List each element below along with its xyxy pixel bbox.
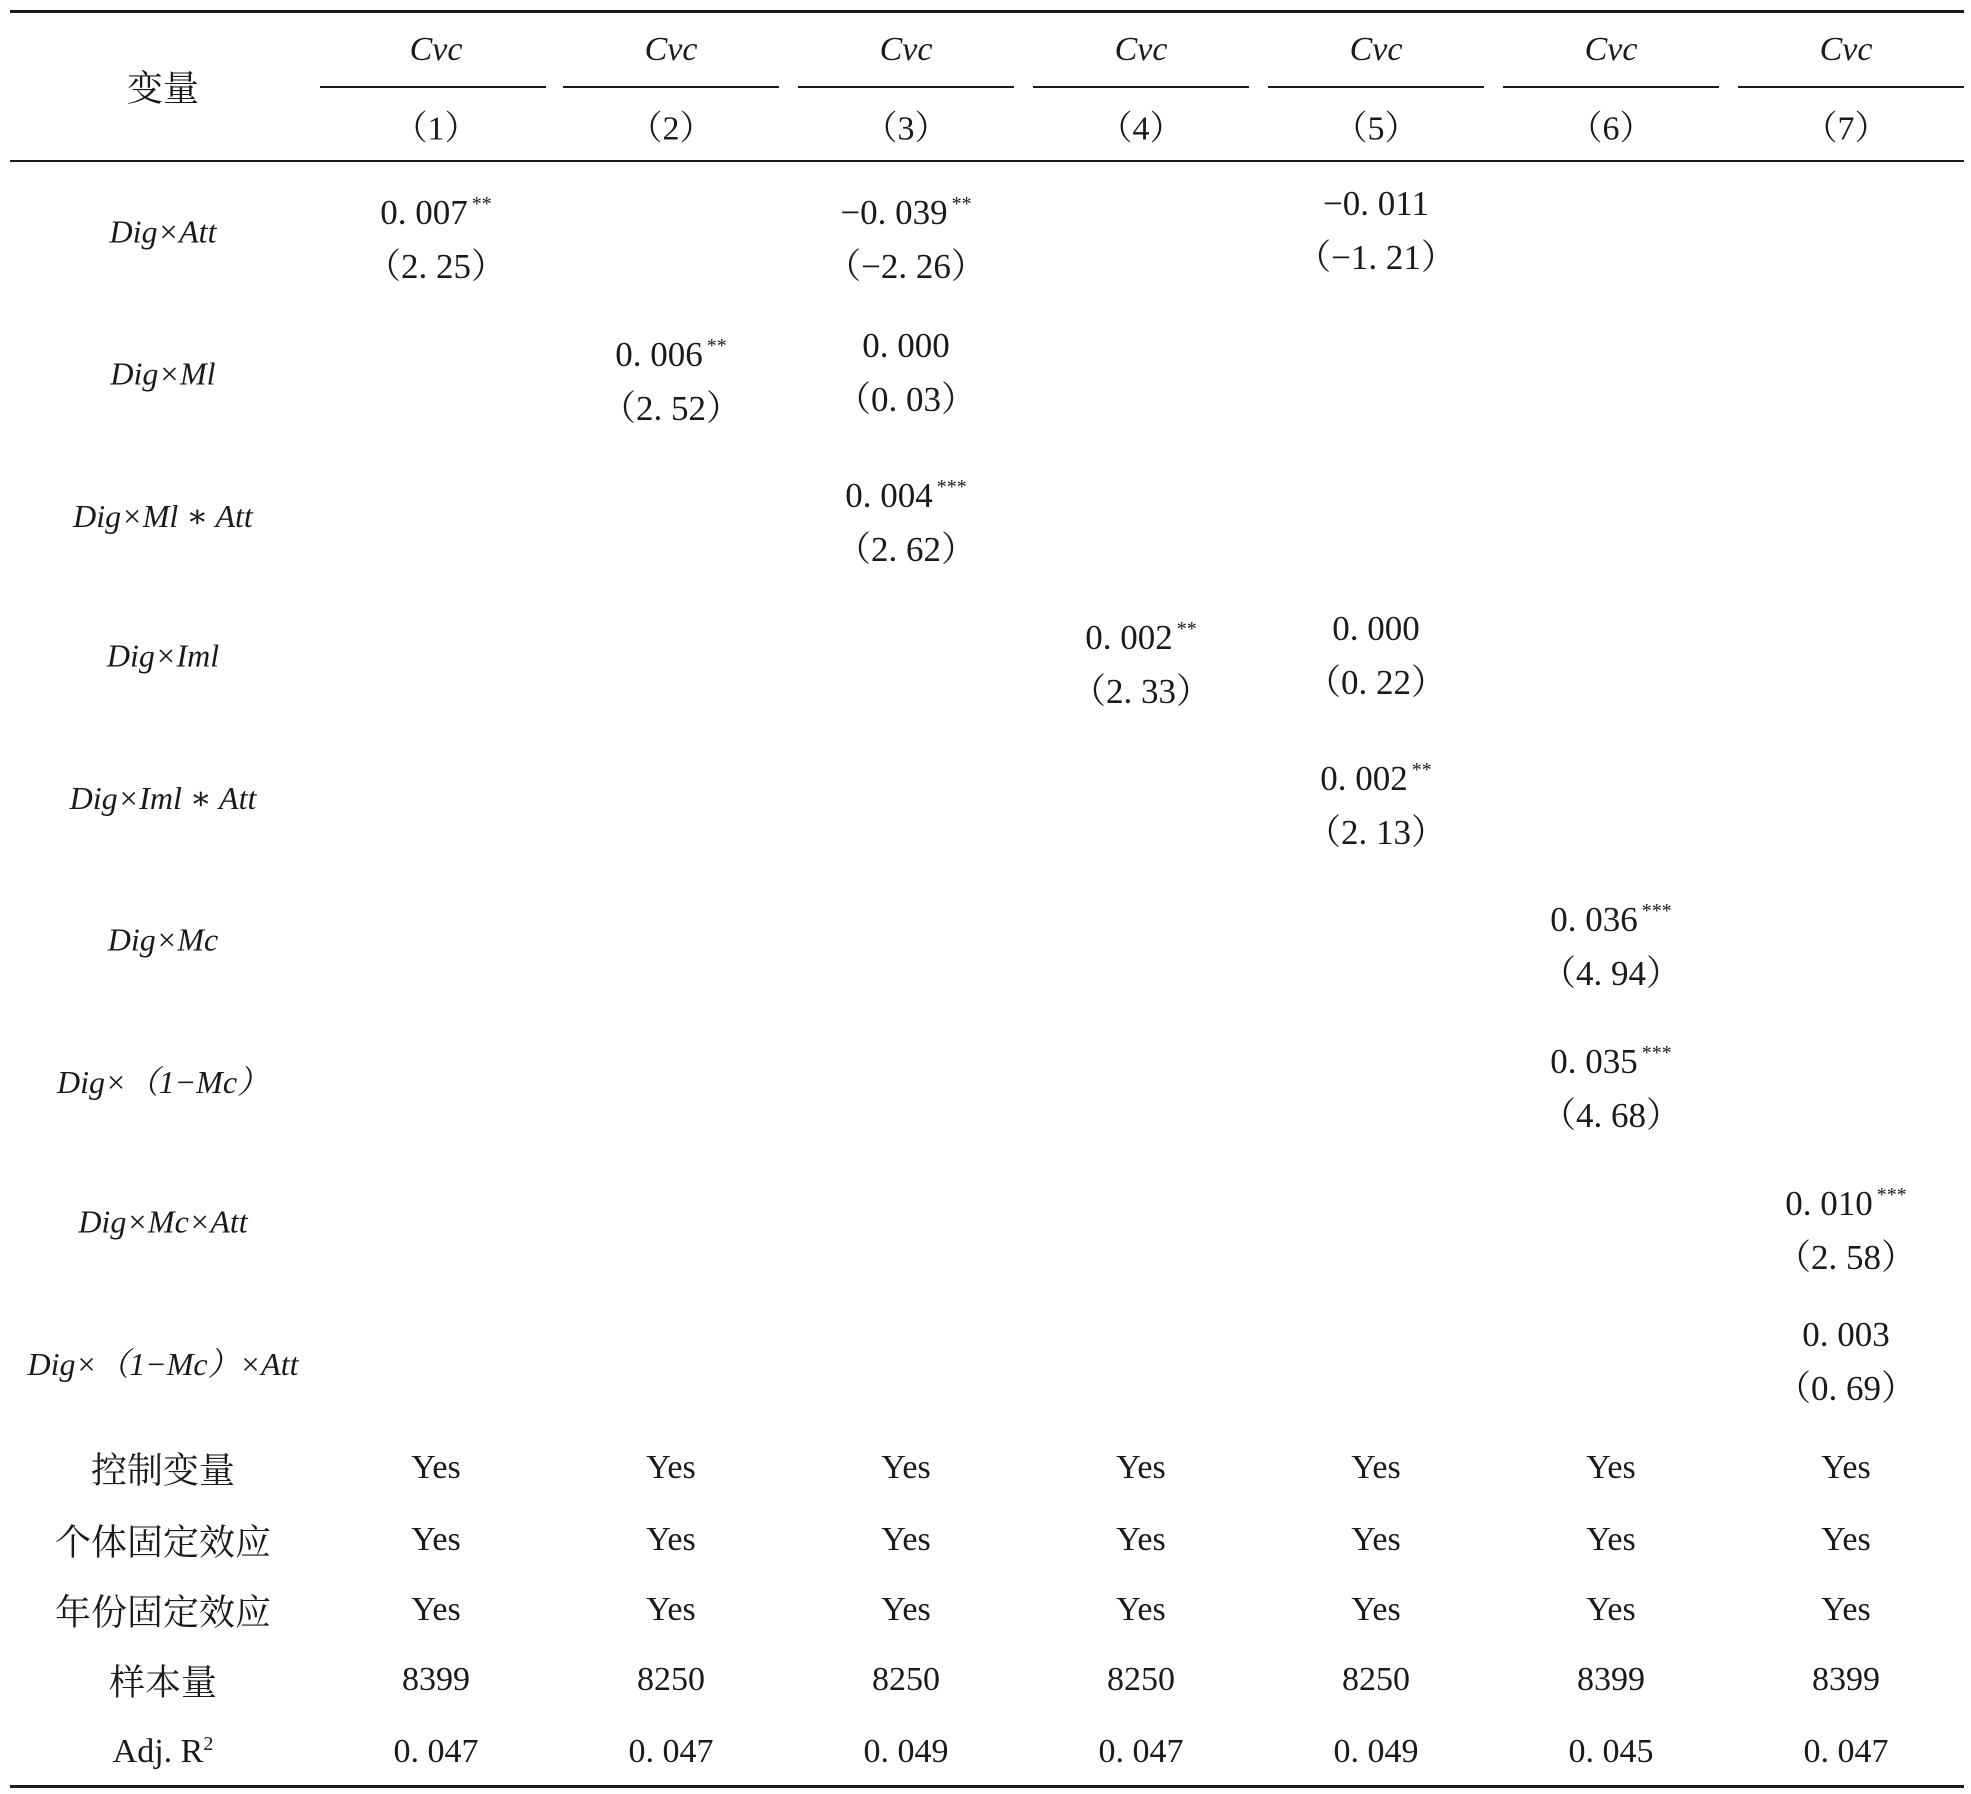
- coefficient-value: [1256, 602, 1496, 656]
- header-column-number: （1）: [393, 110, 479, 148]
- coefficient-number: 0. 007: [380, 193, 468, 232]
- coefficient-value: [551, 319, 791, 382]
- footer-value: Yes: [1821, 1521, 1871, 1558]
- footer-value: Yes: [411, 1449, 461, 1486]
- significance-stars: **: [1411, 759, 1432, 781]
- footer-value: Yes: [881, 1591, 931, 1628]
- header-column-underline: [1033, 86, 1249, 88]
- t-statistic: （2. 62）: [835, 530, 976, 569]
- coefficient-value: [1256, 177, 1496, 231]
- footer-value: Yes: [411, 1521, 461, 1558]
- header-dependent-var: Cvc: [409, 31, 463, 68]
- header-column-underline: [798, 86, 1014, 88]
- footer-value: 0. 047: [1098, 1733, 1184, 1770]
- footer-value: Yes: [646, 1591, 696, 1628]
- coefficient-value: [316, 177, 556, 240]
- footer-value: 0. 047: [1803, 1733, 1889, 1770]
- footer-value: Yes: [1821, 1591, 1871, 1628]
- footer-value: Yes: [881, 1449, 931, 1486]
- significance-stars: **: [1176, 618, 1197, 640]
- row-label: Dig×（1−Mc）×Att: [27, 1346, 299, 1382]
- header-column-underline: [320, 86, 546, 88]
- header-column-number: （5）: [1333, 110, 1419, 148]
- coefficient-cell: [1726, 1308, 1966, 1416]
- coefficient-number: −0. 039: [840, 193, 948, 232]
- t-statistic: （−1. 21）: [1296, 238, 1456, 277]
- coefficient-value: [1256, 743, 1496, 806]
- header-column-underline: [1268, 86, 1484, 88]
- header-column-underline: [563, 86, 779, 88]
- footer-value: Yes: [1116, 1591, 1166, 1628]
- row-label: Dig×Iml ∗ Att: [69, 780, 257, 816]
- row-label: Dig×Mc: [107, 921, 219, 958]
- coefficient-number: 0. 000: [1332, 609, 1420, 648]
- footer-value: 8250: [637, 1661, 705, 1698]
- header-column-number: （2）: [628, 110, 714, 148]
- header-column-number: （7）: [1803, 110, 1889, 148]
- coefficient-number: 0. 003: [1802, 1315, 1890, 1354]
- header-dependent-var: Cvc: [1114, 31, 1168, 68]
- coefficient-number: 0. 010: [1785, 1184, 1873, 1223]
- footer-value: 0. 047: [393, 1733, 479, 1770]
- coefficient-number: 0. 000: [862, 326, 950, 365]
- coefficient-cell: [1021, 602, 1261, 719]
- coefficient-number: 0. 036: [1550, 900, 1638, 939]
- row-label: Dig×Ml ∗ Att: [73, 498, 253, 534]
- footer-value: Yes: [1116, 1449, 1166, 1486]
- footer-row-label-text: 年份固定效应: [54, 1592, 271, 1633]
- footer-row-label: [3, 1515, 323, 1566]
- coefficient-number: −0. 011: [1323, 184, 1429, 223]
- coefficient-cell: [786, 177, 1026, 294]
- footer-value: 8250: [872, 1661, 940, 1698]
- header-rule: [10, 160, 1964, 162]
- header-dependent-var: Cvc: [1584, 31, 1638, 68]
- footer-row-label-text: 控制变量: [90, 1450, 235, 1491]
- header-dependent-var: Cvc: [1349, 31, 1403, 68]
- coefficient-number: 0. 004: [845, 476, 933, 515]
- coefficient-value: [1021, 602, 1261, 665]
- header-column-number: （3）: [863, 110, 949, 148]
- row-label: Dig×Att: [109, 213, 217, 250]
- t-statistic: （2. 33）: [1070, 672, 1211, 711]
- footer-row-label: [3, 1655, 323, 1706]
- coefficient-cell: [551, 319, 791, 436]
- footer-value: 8399: [1577, 1661, 1645, 1698]
- footer-value: Yes: [1116, 1521, 1166, 1558]
- coefficient-cell: [1256, 602, 1496, 710]
- bottom-rule: [10, 1785, 1964, 1788]
- footer-value: Yes: [1586, 1521, 1636, 1558]
- significance-stars: ***: [1641, 1042, 1672, 1064]
- top-rule: [10, 10, 1964, 13]
- footer-value: Yes: [646, 1521, 696, 1558]
- footer-value: Yes: [1351, 1521, 1401, 1558]
- row-label: Dig×（1−Mc）: [56, 1064, 270, 1100]
- coefficient-value: [786, 319, 1026, 373]
- coefficient-cell: [1256, 177, 1496, 285]
- significance-stars: ***: [1876, 1184, 1907, 1206]
- coefficient-cell: [1726, 1168, 1966, 1285]
- footer-value: Yes: [1586, 1591, 1636, 1628]
- coefficient-value: [786, 460, 1026, 523]
- header-dependent-var: Cvc: [879, 31, 933, 68]
- footer-value: Yes: [1821, 1449, 1871, 1486]
- t-statistic: （0. 03）: [835, 380, 976, 419]
- t-statistic: （2. 52）: [600, 389, 741, 428]
- header-column-underline: [1738, 86, 1964, 88]
- footer-value: Yes: [1351, 1449, 1401, 1486]
- coefficient-number: 0. 006: [615, 335, 703, 374]
- footer-row-label: [3, 1585, 323, 1636]
- footer-value: Yes: [1351, 1591, 1401, 1628]
- footer-value: Yes: [646, 1449, 696, 1486]
- coefficient-cell: [316, 177, 556, 294]
- footer-value: Yes: [881, 1521, 931, 1558]
- significance-stars: ***: [936, 476, 967, 498]
- row-label: Dig×Ml: [110, 355, 216, 392]
- header-dependent-var: Cvc: [644, 31, 698, 68]
- coefficient-cell: [786, 460, 1026, 577]
- t-statistic: （4. 68）: [1540, 1096, 1681, 1135]
- t-statistic: （2. 13）: [1305, 813, 1446, 852]
- footer-value: 8250: [1342, 1661, 1410, 1698]
- row-label: Dig×Iml: [106, 637, 220, 674]
- header-variable-label: 变量: [126, 68, 199, 109]
- footer-value: 8399: [402, 1661, 470, 1698]
- coefficient-number: 0. 035: [1550, 1042, 1638, 1081]
- significance-stars: ***: [1641, 900, 1672, 922]
- footer-row-label-text: Adj. R: [112, 1733, 204, 1771]
- coefficient-value: [1726, 1168, 1966, 1231]
- row-label: Dig×Mc×Att: [78, 1203, 248, 1240]
- footer-value: Yes: [411, 1591, 461, 1628]
- significance-stars: **: [706, 335, 727, 357]
- footer-row-label-text: 个体固定效应: [54, 1522, 271, 1563]
- footer-value: 0. 045: [1568, 1733, 1654, 1770]
- coefficient-value: [1491, 884, 1731, 947]
- coefficient-cell: [786, 319, 1026, 427]
- header-dependent-var: Cvc: [1819, 31, 1873, 68]
- footer-row-label: [3, 1733, 323, 1771]
- t-statistic: （2. 25）: [365, 247, 506, 286]
- footer-value: Yes: [1586, 1449, 1636, 1486]
- header-column-number: （4）: [1098, 110, 1184, 148]
- coefficient-value: [1491, 1026, 1731, 1089]
- t-statistic: （0. 69）: [1775, 1369, 1916, 1408]
- coefficient-value: [1726, 1308, 1966, 1362]
- coefficient-number: 0. 002: [1085, 618, 1173, 657]
- coefficient-cell: [1256, 743, 1496, 860]
- t-statistic: （4. 94）: [1540, 954, 1681, 993]
- t-statistic: （−2. 26）: [826, 247, 986, 286]
- header-column-underline: [1503, 86, 1719, 88]
- coefficient-cell: [1491, 1026, 1731, 1143]
- t-statistic: （2. 58）: [1775, 1238, 1916, 1277]
- coefficient-value: [786, 177, 1026, 240]
- significance-stars: **: [471, 193, 492, 215]
- significance-stars: **: [951, 193, 972, 215]
- header-column-number: （6）: [1568, 110, 1654, 148]
- coefficient-cell: [1491, 884, 1731, 1001]
- t-statistic: （0. 22）: [1305, 663, 1446, 702]
- footer-value: 8250: [1107, 1661, 1175, 1698]
- coefficient-number: 0. 002: [1320, 759, 1408, 798]
- footer-row-label-sup: 2: [203, 1732, 214, 1755]
- footer-row-label: [3, 1443, 323, 1494]
- footer-value: 8399: [1812, 1661, 1880, 1698]
- footer-value: 0. 047: [628, 1733, 714, 1770]
- footer-row-label-text: 样本量: [108, 1662, 217, 1703]
- footer-value: 0. 049: [1333, 1733, 1419, 1770]
- footer-value: 0. 049: [863, 1733, 949, 1770]
